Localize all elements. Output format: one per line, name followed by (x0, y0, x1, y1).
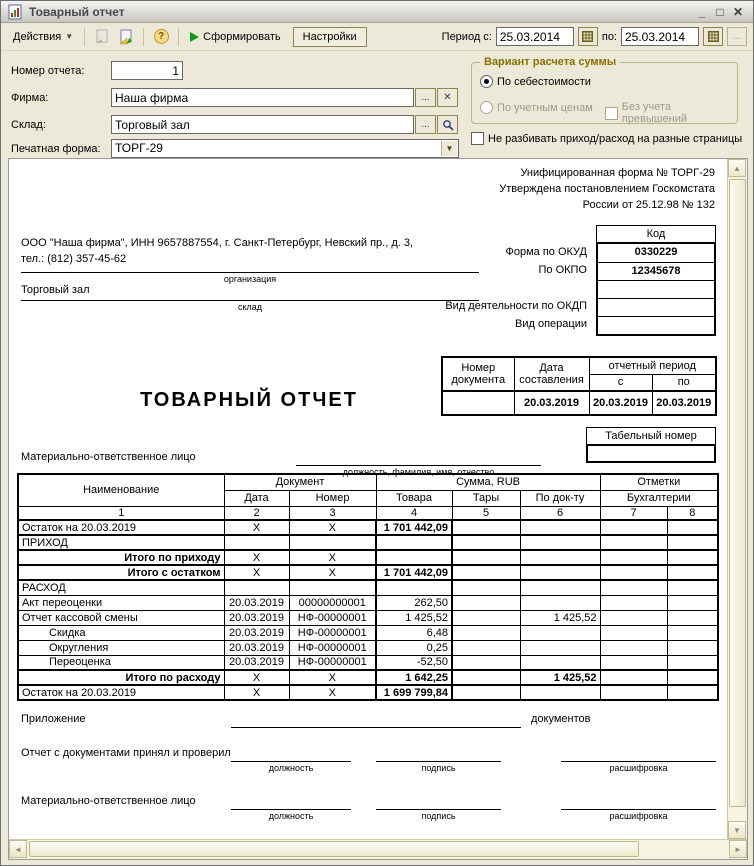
print-form-value: ТОРГ-29 (115, 141, 163, 155)
col-header-marks: Отметки (600, 474, 718, 490)
warehouse-select-button[interactable]: ... (415, 115, 436, 134)
col-header-name: Наименование (18, 474, 224, 506)
table-cell (452, 655, 520, 670)
table-cell (452, 685, 520, 700)
titlebar (1, 1, 753, 23)
table-cell (520, 655, 600, 670)
radio-label: По себестоимости (497, 75, 591, 88)
table-cell (600, 520, 667, 535)
personnel-number-value (586, 444, 716, 463)
table-cell: НФ-00000001 (289, 610, 376, 625)
table-row (18, 580, 718, 595)
col-header-number: Номер (289, 490, 376, 506)
calendar-to-button[interactable] (703, 27, 723, 46)
header-line: России от 25.12.98 № 132 (582, 199, 715, 211)
table-row (18, 535, 718, 550)
table-cell (667, 610, 718, 625)
toolbar-separator (84, 28, 85, 46)
close-button[interactable]: ✕ (732, 4, 744, 19)
table-cell (520, 535, 600, 550)
report-number-input[interactable] (111, 61, 183, 80)
col-number: 4 (376, 506, 452, 520)
table-cell: 20.03.2019 (224, 640, 289, 655)
table-cell (667, 565, 718, 580)
col-number: 2 (224, 506, 289, 520)
table-cell: Округления (18, 640, 224, 655)
scroll-up-button[interactable]: ▲ (728, 159, 746, 177)
restore-values-button[interactable] (90, 26, 114, 48)
help-button[interactable] (149, 26, 173, 48)
table-row (18, 640, 718, 655)
table-cell: 1 425,52 (520, 670, 600, 685)
table-cell: НФ-00000001 (289, 640, 376, 655)
table-cell: 1 701 442,09 (376, 565, 452, 580)
table-cell: ПРИХОД (18, 535, 224, 550)
calendar-icon (708, 31, 719, 42)
table-cell: Итого с остатком (18, 565, 224, 580)
table-cell (376, 535, 452, 550)
toolbar-separator (143, 28, 144, 46)
documents-label: документов (531, 713, 591, 725)
table-cell (520, 520, 600, 535)
checkbox-icon (471, 132, 484, 145)
org-line: ООО "Наша фирма", ИНН 9657887554, г. Санкт-Петербург, Невский пр., д. 3, (21, 237, 414, 249)
table-cell (667, 550, 718, 565)
table-cell (452, 580, 520, 595)
vertical-scrollbar[interactable] (727, 159, 747, 839)
table-cell: -52,50 (376, 655, 452, 670)
table-row (18, 670, 718, 685)
table-cell (600, 595, 667, 610)
table-row (18, 595, 718, 610)
table-cell (452, 670, 520, 685)
header-line: Утверждена постановлением Госкомстата (499, 183, 715, 195)
table-cell: Итого по приходу (18, 550, 224, 565)
table-cell: 1 699 799,84 (376, 685, 452, 700)
col-number: 8 (667, 506, 718, 520)
doc-date-header: Дата составления (514, 357, 589, 391)
period-header: отчетный период (589, 357, 716, 374)
print-form-label: Печатная форма: (11, 143, 101, 155)
generate-label: Сформировать (203, 30, 281, 43)
table-cell (667, 580, 718, 595)
mol-label: Материально-ответственное лицо (21, 451, 196, 463)
table-row (18, 610, 718, 625)
table-cell: РАСХОД (18, 580, 224, 595)
table-cell: X (289, 520, 376, 535)
main-table-body (18, 520, 718, 700)
table-cell (520, 625, 600, 640)
calendar-from-button[interactable] (578, 27, 598, 46)
table-cell (289, 580, 376, 595)
table-cell: X (224, 550, 289, 565)
doc-number-header: Номер документа (442, 357, 514, 391)
period-to-input[interactable] (621, 27, 699, 46)
table-cell: 00000000001 (289, 595, 376, 610)
org-line: тел.: (812) 357-45-62 (21, 253, 127, 265)
table-cell (600, 565, 667, 580)
table-cell (520, 580, 600, 595)
combo-arrow-icon[interactable]: ▼ (441, 141, 457, 156)
table-cell (376, 550, 452, 565)
table-cell: X (289, 685, 376, 700)
period-controls (442, 27, 747, 46)
table-cell (452, 640, 520, 655)
table-cell (452, 565, 520, 580)
table-cell: X (224, 670, 289, 685)
period-to-value: 20.03.2019 (652, 391, 716, 415)
table-cell (667, 595, 718, 610)
table-cell: Переоценка (18, 655, 224, 670)
table-cell (289, 535, 376, 550)
radio-label: По учетным ценам (497, 101, 593, 114)
save-values-icon (118, 29, 134, 45)
col-number: 1 (18, 506, 224, 520)
restore-values-icon (94, 29, 110, 45)
save-values-button[interactable] (114, 26, 138, 48)
table-cell (600, 670, 667, 685)
report-title: ТОВАРНЫЙ ОТЧЕТ (140, 389, 358, 411)
table-cell (600, 655, 667, 670)
table-cell (600, 640, 667, 655)
table-cell (452, 520, 520, 535)
table-row (18, 655, 718, 670)
table-cell: 20.03.2019 (224, 625, 289, 640)
table-cell: 262,50 (376, 595, 452, 610)
table-cell: НФ-00000001 (289, 655, 376, 670)
col-header-bydoc: По док-ту (520, 490, 600, 506)
magnifier-icon (442, 119, 454, 131)
table-cell (600, 685, 667, 700)
table-cell: Итого по расходу (18, 670, 224, 685)
minimize-button[interactable]: _ (698, 4, 706, 19)
table-cell (520, 640, 600, 655)
firm-input[interactable] (111, 88, 414, 107)
checkbox-icon (605, 107, 618, 120)
col-number: 6 (520, 506, 600, 520)
scroll-down-button[interactable]: ▼ (728, 821, 746, 839)
table-cell: X (289, 565, 376, 580)
code-table-header: Код (596, 225, 716, 243)
period-from-input[interactable] (496, 27, 574, 46)
table-cell (600, 580, 667, 595)
table-cell: Остаток на 20.03.2019 (18, 685, 224, 700)
table-cell (600, 625, 667, 640)
unified-form-header (499, 165, 715, 213)
window-title: Товарный отчет (29, 4, 125, 19)
horizontal-scroll-thumb[interactable] (29, 841, 639, 857)
signature-line-decryption: расшифровка (561, 761, 716, 773)
col-header-goods: Товара (376, 490, 452, 506)
radio-icon (480, 75, 493, 88)
table-cell (600, 535, 667, 550)
chevron-down-icon: ▼ (65, 32, 74, 41)
signature-line-signature: подпись (376, 809, 501, 821)
header-line: Унифицированная форма № ТОРГ-29 (520, 167, 715, 179)
table-cell: 1 425,52 (520, 610, 600, 625)
radio-cost-price[interactable] (480, 75, 591, 88)
table-row (18, 625, 718, 640)
accepted-label: Отчет с документами принял и проверил (21, 747, 231, 759)
period-from-label: Период с: (441, 30, 492, 43)
table-cell (520, 685, 600, 700)
toolbar-separator (178, 28, 179, 46)
generate-button[interactable] (184, 27, 287, 47)
table-cell (667, 670, 718, 685)
mol-caption-line: должность, фамилия, имя, отчество (296, 465, 541, 477)
signature-line-position: должность (231, 761, 351, 773)
col-header-document: Документ (224, 474, 376, 490)
table-cell: 1 425,52 (376, 610, 452, 625)
period-from-header: с (589, 374, 652, 391)
firm-clear-button[interactable]: ✕ (437, 88, 458, 107)
report-number-label: Номер отчета: (11, 65, 85, 77)
table-row (18, 550, 718, 565)
settings-button[interactable]: Настройки (293, 27, 367, 47)
calendar-icon (582, 31, 593, 42)
play-icon (190, 32, 199, 42)
table-cell (667, 685, 718, 700)
actions-label: Действия (13, 30, 62, 43)
help-icon: ? (154, 29, 169, 44)
horizontal-scrollbar[interactable] (9, 839, 747, 859)
table-cell (452, 595, 520, 610)
checkbox-label: Не разбивать приход/расход на разные страницы (488, 132, 743, 145)
actions-button[interactable] (7, 27, 79, 47)
code-value: 12345678 (598, 262, 714, 280)
col-header-date: Дата (224, 490, 289, 506)
table-cell (600, 610, 667, 625)
table-cell (452, 610, 520, 625)
code-value (598, 316, 714, 334)
code-value (598, 280, 714, 298)
table-cell (224, 580, 289, 595)
table-cell: X (224, 685, 289, 700)
groupbox-title: Вариант расчета суммы (480, 56, 620, 68)
table-row (18, 685, 718, 700)
table-cell: Акт переоценки (18, 595, 224, 610)
period-from-value: 20.03.2019 (589, 391, 652, 415)
table-cell: 20.03.2019 (224, 595, 289, 610)
code-label: Вид деятельности по ОКДП (445, 300, 587, 312)
personnel-number-header: Табельный номер (586, 427, 716, 445)
sum-variant-groupbox (471, 56, 738, 125)
table-cell (667, 655, 718, 670)
form-area (1, 51, 753, 158)
table-cell: X (289, 670, 376, 685)
attachment-underline (231, 727, 521, 728)
table-cell: X (224, 565, 289, 580)
signature-line-position: должность (231, 809, 351, 821)
table-cell (452, 625, 520, 640)
table-cell: X (224, 520, 289, 535)
signature-line-signature: подпись (376, 761, 501, 773)
table-cell (667, 535, 718, 550)
col-number: 7 (600, 506, 667, 520)
table-cell (452, 535, 520, 550)
code-value (598, 298, 714, 316)
main-report-table (17, 473, 719, 701)
toolbar (1, 23, 753, 51)
code-label: Вид операции (515, 318, 587, 330)
code-label: По ОКПО (538, 264, 587, 276)
table-cell (667, 640, 718, 655)
table-cell (520, 595, 600, 610)
col-header-tare: Тары (452, 490, 520, 506)
period-to-header: по (652, 374, 716, 391)
table-cell: Остаток на 20.03.2019 (18, 520, 224, 535)
warehouse-value: Торговый зал (21, 284, 90, 296)
table-cell (520, 550, 600, 565)
code-table-values (596, 242, 716, 336)
code-value: 0330229 (634, 246, 678, 258)
table-cell: НФ-00000001 (289, 625, 376, 640)
table-cell (667, 625, 718, 640)
document-header-table (441, 356, 717, 416)
mol-footer-label: Материально-ответственное лицо (21, 795, 196, 807)
radio-accounting-prices[interactable] (480, 101, 593, 114)
table-cell (667, 520, 718, 535)
firm-select-button[interactable]: ... (415, 88, 436, 107)
period-more-button[interactable]: ... (727, 27, 747, 46)
table-cell: 6,48 (376, 625, 452, 640)
table-cell (520, 565, 600, 580)
doc-date-value: 20.03.2019 (514, 391, 589, 415)
checkbox-no-excess[interactable] (605, 101, 737, 125)
signature-line-decryption: расшифровка (561, 809, 716, 821)
vertical-scroll-thumb[interactable] (729, 179, 746, 807)
table-cell: 20.03.2019 (224, 655, 289, 670)
table-cell: 1 642,25 (376, 670, 452, 685)
radio-icon (480, 101, 493, 114)
table-cell: Скидка (18, 625, 224, 640)
table-cell: Отчет кассовой смены (18, 610, 224, 625)
warehouse-label: Склад: (11, 119, 46, 131)
table-row (18, 565, 718, 580)
table-cell (600, 550, 667, 565)
table-cell (224, 535, 289, 550)
code-label: Форма по ОКУД (505, 246, 587, 258)
table-cell (376, 580, 452, 595)
warehouse-search-button[interactable] (437, 115, 458, 134)
col-number: 5 (452, 506, 520, 520)
scroll-right-button[interactable]: ► (729, 840, 747, 858)
doc-number-value (442, 391, 514, 415)
org-caption: организация (223, 274, 277, 284)
col-number: 3 (289, 506, 376, 520)
print-form-combobox[interactable] (111, 139, 459, 158)
table-cell: X (289, 550, 376, 565)
table-cell: 20.03.2019 (224, 610, 289, 625)
scroll-left-button[interactable]: ◄ (9, 840, 27, 858)
attachment-label: Приложение (21, 713, 86, 725)
table-cell: 0,25 (376, 640, 452, 655)
col-header-accounting: Бухгалтерии (600, 490, 718, 506)
col-header-sum: Сумма, RUB (376, 474, 600, 490)
app-icon (7, 4, 23, 20)
report-viewer (8, 158, 748, 860)
maximize-button[interactable]: □ (716, 4, 724, 19)
warehouse-input[interactable] (111, 115, 414, 134)
table-cell (452, 550, 520, 565)
table-cell: 1 701 442,09 (376, 520, 452, 535)
firm-label: Фирма: (11, 92, 49, 104)
checkbox-label: Без учета превышений (621, 101, 688, 125)
period-to-label: по: (601, 30, 617, 43)
warehouse-caption: склад (237, 302, 263, 312)
checkbox-no-split-pages[interactable] (471, 132, 742, 145)
table-row (18, 520, 718, 535)
